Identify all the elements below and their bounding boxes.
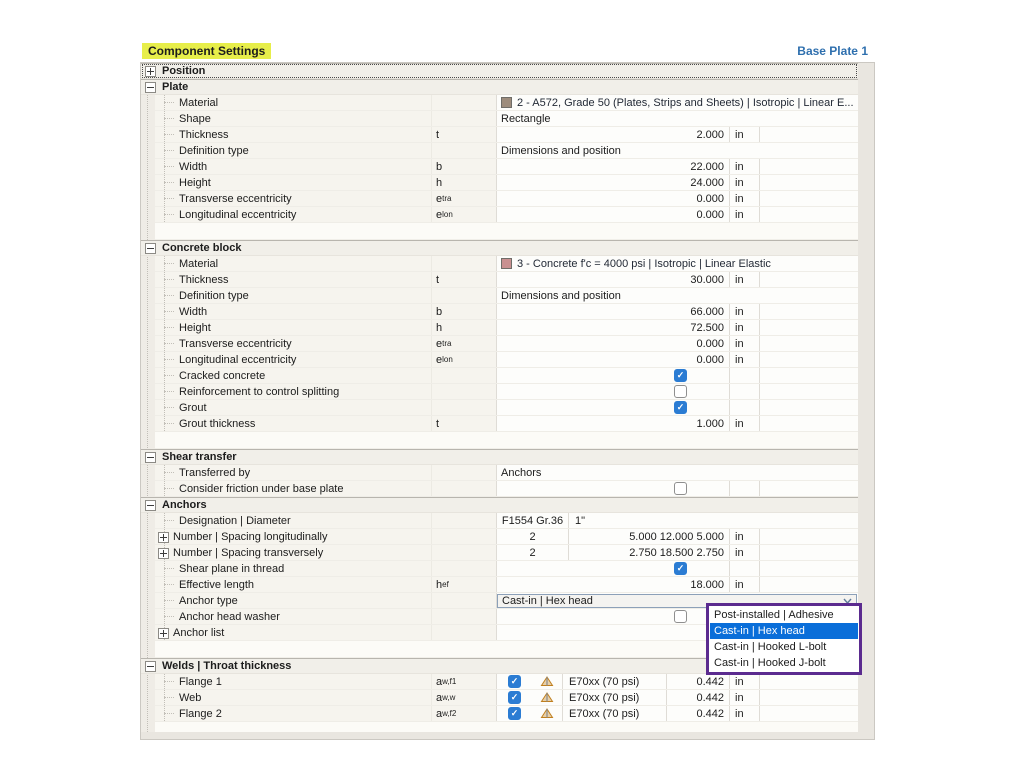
row-label: Transferred by (179, 466, 251, 479)
property-row-definition-type[interactable] (155, 143, 858, 159)
definition-type-value[interactable]: Dimensions and position (501, 144, 621, 157)
row-label: Anchor type (179, 594, 238, 607)
section-label: Anchors (162, 499, 207, 511)
unit-label: in (735, 417, 744, 430)
material-color-swatch (501, 97, 512, 108)
symbol-subscript: w,f1 (442, 677, 457, 686)
value-field[interactable]: 0.442 (696, 675, 724, 688)
symbol: e (436, 337, 443, 350)
property-row-material[interactable] (155, 95, 858, 111)
unit-label: in (735, 707, 744, 720)
value-field[interactable]: 0.000 (696, 208, 724, 221)
diameter-value[interactable]: 1" (575, 514, 586, 527)
property-row-number-spacing-transversely[interactable] (155, 545, 858, 561)
value-field[interactable]: 22.000 (690, 160, 724, 173)
unit-label: in (735, 273, 744, 286)
value-field[interactable]: 0.442 (696, 707, 724, 720)
spacing-values[interactable]: 2.750 18.500 2.750 (629, 546, 724, 559)
material-value[interactable]: 2 - A572, Grade 50 (Plates, Strips and Sheets) | Isotropic | Linear E... (517, 96, 854, 109)
symbol: a (436, 707, 443, 720)
symbol: a (436, 675, 443, 688)
row-label: Thickness (179, 273, 229, 286)
checkbox[interactable] (674, 401, 687, 414)
value-field[interactable]: 0.000 (696, 337, 724, 350)
symbol-subscript: lon (442, 210, 453, 219)
section-label: Welds | Throat thickness (162, 660, 292, 672)
unit-label: in (735, 675, 744, 688)
row-label: Shear plane in thread (179, 562, 285, 575)
property-row-definition-type[interactable] (155, 288, 858, 304)
section-gap (155, 432, 858, 449)
row-label: Flange 1 (179, 675, 222, 688)
symbol: t (436, 128, 440, 141)
property-row-height[interactable] (155, 320, 858, 336)
unit-label: in (735, 530, 744, 543)
dropdown-option-cast-in-hooked-l-bolt[interactable]: Cast-in | Hooked L-bolt (714, 641, 827, 653)
section-label: Concrete block (162, 242, 242, 254)
fillet-weld-icon (540, 708, 554, 719)
anchor-count-value[interactable]: 2 (529, 530, 536, 543)
page-title: Component Settings (142, 43, 271, 59)
fillet-weld-icon (540, 676, 554, 687)
section-label: Plate (162, 81, 189, 93)
collapse-icon[interactable] (145, 661, 156, 672)
property-row-number-spacing-longitudinally[interactable] (155, 529, 858, 545)
checkbox[interactable] (508, 707, 521, 720)
electrode-value[interactable]: E70xx (70 psi) (569, 691, 640, 704)
checkbox[interactable] (508, 675, 521, 688)
section-label: Shear transfer (162, 451, 237, 463)
row-label: Longitudinal eccentricity (179, 208, 297, 221)
section-header-concrete-block[interactable] (141, 240, 858, 256)
symbol: e (436, 192, 443, 205)
property-row-weld-flange-1[interactable] (155, 674, 858, 690)
expand-icon[interactable] (145, 66, 156, 77)
symbol: h (436, 176, 443, 189)
component-name-badge: Base Plate 1 (797, 44, 868, 58)
property-row-weld-flange-2[interactable] (155, 706, 858, 722)
row-label: Longitudinal eccentricity (179, 353, 297, 366)
property-row-transverse-eccentricity[interactable] (155, 336, 858, 352)
property-row-friction[interactable] (155, 481, 858, 497)
dropdown-option-cast-in-hooked-j-bolt[interactable]: Cast-in | Hooked J-bolt (714, 657, 826, 669)
symbol: t (436, 417, 440, 430)
value-field[interactable]: 0.000 (696, 192, 724, 205)
property-row-designation-diameter[interactable] (155, 513, 858, 529)
property-row-grout[interactable] (155, 400, 858, 416)
property-row-cracked-concrete[interactable] (155, 368, 858, 384)
row-label: Flange 2 (179, 707, 222, 720)
dropdown-option-post-installed-adhesive[interactable]: Post-installed | Adhesive (714, 609, 834, 621)
unit-label: in (735, 305, 744, 318)
unit-label: in (735, 176, 744, 189)
fillet-weld-icon (540, 692, 554, 703)
row-label: Number | Spacing transversely (173, 546, 324, 559)
row-label: Material (179, 96, 219, 109)
row-label: Width (179, 305, 208, 318)
property-row-transferred-by[interactable] (155, 465, 858, 481)
symbol: t (436, 273, 440, 286)
designation-value[interactable]: F1554 Gr.36 (501, 514, 564, 527)
symbol: h (436, 578, 443, 591)
property-row-thickness[interactable] (155, 127, 858, 143)
property-row-grout-thickness[interactable] (155, 416, 858, 432)
combobox-value: Cast-in | Hex head (502, 594, 593, 607)
value-field[interactable]: 66.000 (690, 305, 724, 318)
unit-label: in (735, 160, 744, 173)
property-row-width[interactable] (155, 304, 858, 320)
row-label: Thickness (179, 128, 229, 141)
row-label: Transverse eccentricity (179, 337, 292, 350)
row-label: Cracked concrete (179, 369, 266, 382)
property-row-weld-web[interactable] (155, 690, 858, 706)
row-label: Material (179, 257, 219, 270)
property-row-width[interactable] (155, 159, 858, 175)
property-row-effective-length[interactable] (155, 577, 858, 593)
value-field[interactable]: 0.442 (696, 691, 724, 704)
symbol-subscript: ef (442, 580, 449, 589)
section-header-shear-transfer[interactable] (141, 449, 858, 465)
unit-label: in (735, 691, 744, 704)
row-label: Grout thickness (179, 417, 256, 430)
electrode-value[interactable]: E70xx (70 psi) (569, 675, 640, 688)
row-label: Effective length (179, 578, 255, 591)
symbol-subscript: tra (442, 194, 452, 203)
property-row-longitudinal-eccentricity[interactable] (155, 352, 858, 368)
property-row-material[interactable] (155, 256, 858, 272)
row-label: Definition type (179, 289, 249, 302)
material-color-swatch (501, 258, 512, 269)
checkbox[interactable] (674, 610, 687, 623)
symbol: h (436, 321, 443, 334)
expand-icon[interactable] (158, 628, 169, 639)
row-label: Transverse eccentricity (179, 192, 292, 205)
collapse-icon[interactable] (145, 452, 156, 463)
checkbox[interactable] (508, 691, 521, 704)
electrode-value[interactable]: E70xx (70 psi) (569, 707, 640, 720)
unit-label: in (735, 337, 744, 350)
dropdown-option-cast-in-hex-head[interactable]: Cast-in | Hex head (710, 623, 858, 639)
row-label: Web (179, 691, 202, 704)
shape-value[interactable]: Rectangle (501, 112, 551, 125)
section-label: Position (162, 65, 206, 77)
symbol: b (436, 160, 443, 173)
value-field[interactable]: 18.000 (690, 578, 724, 591)
row-label: Shape (179, 112, 211, 125)
checkbox[interactable] (674, 482, 687, 495)
row-label: Reinforcement to control splitting (179, 385, 340, 398)
checkbox[interactable] (674, 385, 687, 398)
horizontal-scrollbar[interactable] (141, 732, 874, 739)
transferred-by-value[interactable]: Anchors (501, 466, 542, 479)
symbol: b (436, 305, 443, 318)
checkbox[interactable] (674, 369, 687, 382)
unit-label: in (735, 192, 744, 205)
value-field[interactable]: 2.000 (696, 128, 724, 141)
section-gap (155, 223, 858, 240)
collapse-icon[interactable] (145, 500, 156, 511)
property-row-reinforcement-splitting[interactable] (155, 384, 858, 400)
material-value[interactable]: 3 - Concrete f'c = 4000 psi | Isotropic | Linear Elastic (517, 257, 771, 270)
symbol-subscript: lon (442, 355, 453, 364)
row-label: Anchor head washer (179, 610, 280, 623)
property-row-transverse-eccentricity[interactable] (155, 191, 858, 207)
section-header-anchors[interactable] (141, 497, 858, 513)
property-row-thickness[interactable] (155, 272, 858, 288)
row-label: Definition type (179, 144, 249, 157)
section-header-plate[interactable] (141, 79, 858, 95)
definition-type-value[interactable]: Dimensions and position (501, 289, 621, 302)
row-label: Height (179, 176, 211, 189)
anchor-count-value[interactable]: 2 (529, 546, 536, 559)
unit-label: in (735, 546, 744, 559)
section-header-position[interactable] (141, 63, 858, 79)
symbol-subscript: tra (442, 339, 452, 348)
row-label: Height (179, 321, 211, 334)
value-field[interactable]: 0.000 (696, 353, 724, 366)
symbol: e (436, 208, 443, 221)
row-label: Width (179, 160, 208, 173)
row-label: Designation | Diameter (179, 514, 291, 527)
anchor-type-dropdown-list (706, 603, 862, 675)
property-row-height[interactable] (155, 175, 858, 191)
value-field[interactable]: 24.000 (690, 176, 724, 189)
property-row-shear-plane-in-thread[interactable] (155, 561, 858, 577)
row-label: Consider friction under base plate (179, 482, 344, 495)
symbol: e (436, 353, 443, 366)
row-label: Number | Spacing longitudinally (173, 530, 328, 543)
value-field[interactable]: 1.000 (696, 417, 724, 430)
panel-titlebar (140, 40, 875, 62)
row-label: Grout (179, 401, 207, 414)
unit-label: in (735, 128, 744, 141)
unit-label: in (735, 321, 744, 334)
unit-label: in (735, 208, 744, 221)
symbol: a (436, 691, 443, 704)
checkbox[interactable] (674, 562, 687, 575)
property-row-longitudinal-eccentricity[interactable] (155, 207, 858, 223)
expand-icon[interactable] (158, 548, 169, 559)
row-label: Anchor list (173, 626, 225, 639)
collapse-icon[interactable] (145, 82, 156, 93)
spacing-values[interactable]: 5.000 12.000 5.000 (629, 530, 724, 543)
value-field[interactable]: 30.000 (690, 273, 724, 286)
value-field[interactable]: 72.500 (690, 321, 724, 334)
property-row-shape[interactable] (155, 111, 858, 127)
expand-icon[interactable] (158, 532, 169, 543)
unit-label: in (735, 353, 744, 366)
symbol-subscript: w,f2 (442, 709, 457, 718)
unit-label: in (735, 578, 744, 591)
collapse-icon[interactable] (145, 243, 156, 254)
symbol-subscript: w,w (442, 693, 456, 702)
